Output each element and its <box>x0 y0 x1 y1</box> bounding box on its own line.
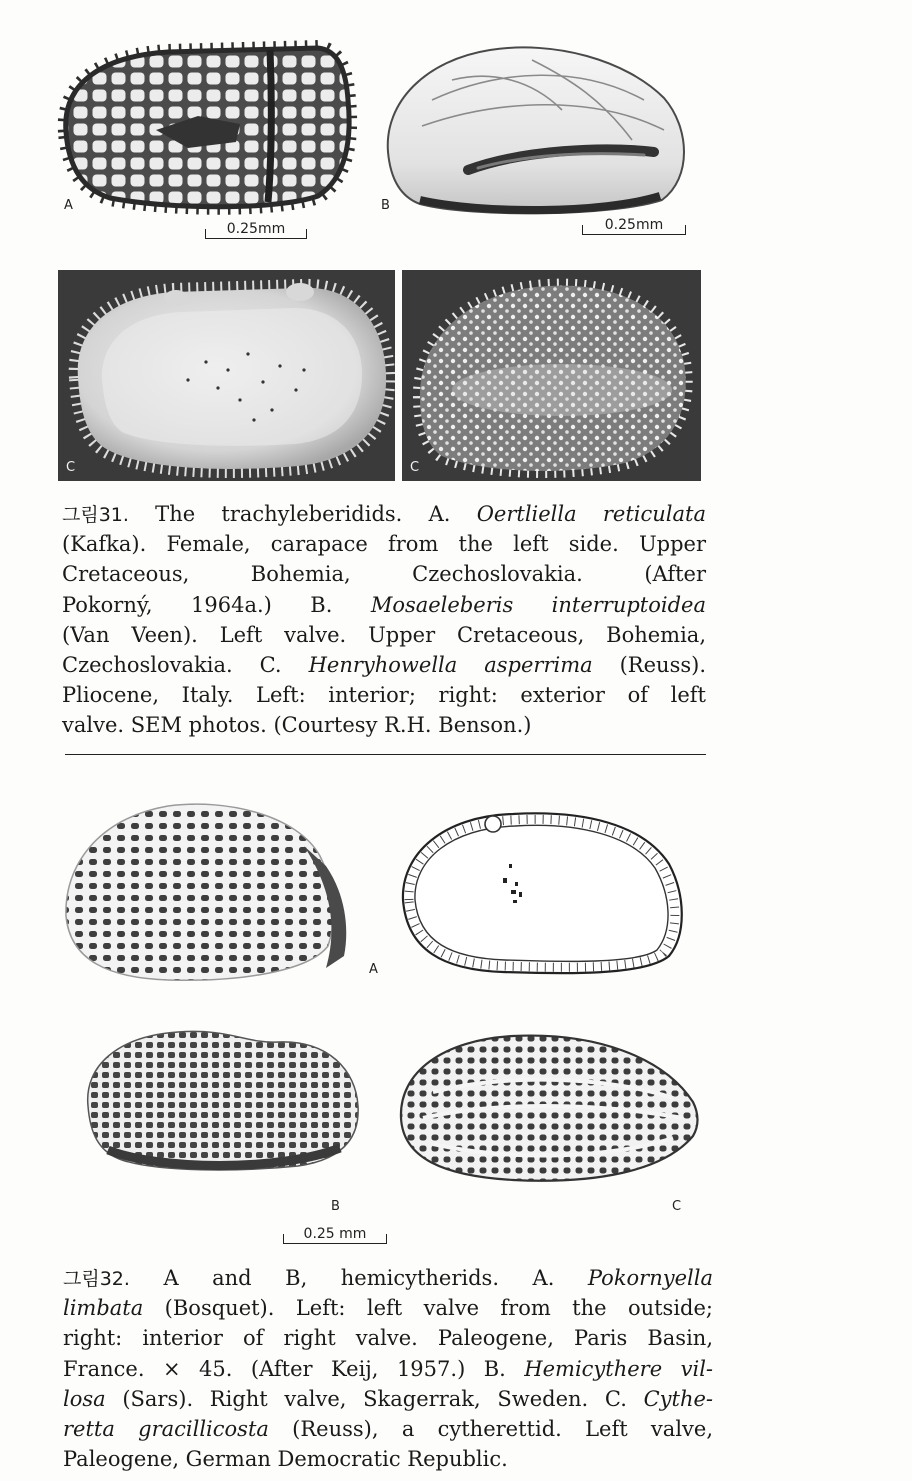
caption-text: Czechoslovakia. C. <box>62 652 309 677</box>
scale-bar-label: 0.25mm <box>226 221 286 237</box>
caption-text: The trachyleberidids. A. <box>128 502 477 526</box>
figure31-scale-bar-a <box>205 221 307 239</box>
caption-line <box>63 1293 713 1323</box>
taxon-name: Cythe- <box>643 1386 713 1411</box>
figure31-panel-c-exterior-photo <box>402 270 701 481</box>
scale-bar-label: 0.25mm <box>604 217 664 233</box>
caption-text: France. × 45. (After Keij, 1957.) B. <box>63 1356 525 1381</box>
caption-text: Paleogene, German Democratic Republic. <box>63 1447 508 1472</box>
figure32-panel-c-label: C <box>672 1199 682 1214</box>
figure-number: 그림32. <box>63 1268 130 1290</box>
caption-line <box>62 680 706 710</box>
caption-text: (Van Veen). Left valve. Upper Cretaceous, Bohemia, <box>62 622 706 647</box>
figure31-panel-b-label: B <box>381 198 390 213</box>
inner-lamella <box>102 308 362 446</box>
caption-line <box>62 710 706 740</box>
hinge-tooth <box>164 290 188 306</box>
taxon-name: limbata <box>63 1296 144 1321</box>
figure32-panel-c-valve-drawing <box>393 1022 705 1186</box>
caption-line <box>62 620 706 650</box>
caption-line <box>63 1323 713 1353</box>
figure31-panel-c-interior-photo <box>58 270 395 481</box>
figure31-panel-a-carapace-drawing <box>52 36 358 216</box>
caption-line <box>63 1414 713 1444</box>
figure31-caption <box>62 499 706 741</box>
figure31-panel-c-left-label: C <box>66 460 76 475</box>
sem-exterior-image <box>402 270 701 481</box>
figure32-scale-bar <box>283 1226 387 1244</box>
figure31-panel-a-label: A <box>64 198 73 213</box>
median-band <box>452 364 672 416</box>
reticulate-shell <box>66 804 334 980</box>
caption-text: right: interior of right valve. Paleogene, Paris Basin, <box>63 1326 713 1351</box>
figure32-panel-a-exterior-drawing <box>58 796 354 984</box>
figure31-panel-c-right-label: C <box>410 460 420 475</box>
taxon-name: Mosaeleberis interruptoidea <box>370 592 706 617</box>
figure31-scale-bar-b <box>582 217 686 235</box>
figure-divider <box>65 754 706 755</box>
figure32-panel-a-label: A <box>369 962 378 977</box>
caption-text: Cretaceous, Bohemia, Czechoslovakia. (After <box>62 562 706 587</box>
reticulate-shell <box>88 1031 358 1170</box>
caption-line <box>62 590 706 620</box>
caption-line <box>63 1444 713 1474</box>
caption-line <box>62 559 706 589</box>
taxon-name: Pokornyella <box>587 1266 713 1290</box>
figure32-panel-a-interior-drawing <box>393 804 693 980</box>
caption-text: Pokorný, 1964a.) B. <box>62 592 371 617</box>
taxon-name: Hemicythere vil- <box>524 1356 714 1381</box>
reticulate-shell <box>401 1036 698 1181</box>
caption-text: Pliocene, Italy. Left: interior; right: exterior of left <box>62 683 706 708</box>
caption-text: (Reuss). <box>592 652 706 677</box>
figure31-panel-b-valve-drawing <box>382 40 694 218</box>
hinge-element <box>485 816 501 832</box>
caption-line <box>63 1384 713 1414</box>
caption-line <box>63 1263 713 1293</box>
figure32-panel-b-valve-drawing <box>78 1020 366 1172</box>
caption-text: (Kafka). Female, carapace from the left side. Upper <box>62 532 706 557</box>
smooth-shell <box>388 47 684 213</box>
hinge-tooth <box>286 283 314 301</box>
caption-text: A and B, hemicytherids. A. <box>129 1266 588 1290</box>
caption-text: (Sars). Right valve, Skagerrak, Sweden. C. <box>105 1386 644 1411</box>
taxon-name: retta gracillicosta <box>63 1416 269 1441</box>
posterior-ridge <box>268 50 271 202</box>
figure-number: 그림31. <box>62 504 129 526</box>
caption-text: valve. SEM photos. (Courtesy R.H. Benson.) <box>62 713 532 738</box>
caption-line <box>62 529 706 559</box>
scale-bar-label: 0.25 mm <box>303 1226 367 1242</box>
sem-interior-image <box>58 270 395 481</box>
figure32-panel-b-label: B <box>331 1199 340 1214</box>
caption-text: (Bosquet). Left: left valve from the outside; <box>143 1296 713 1321</box>
caption-line <box>63 1354 713 1384</box>
taxon-name: Oertliella reticulata <box>476 502 706 526</box>
taxon-name: Henryhowella asperrima <box>308 652 593 677</box>
caption-line <box>62 499 706 529</box>
caption-text: (Reuss), a cytherettid. Left valve, <box>268 1416 713 1441</box>
taxon-name: losa <box>63 1386 106 1411</box>
figure32-caption <box>63 1263 713 1474</box>
caption-line <box>62 650 706 680</box>
